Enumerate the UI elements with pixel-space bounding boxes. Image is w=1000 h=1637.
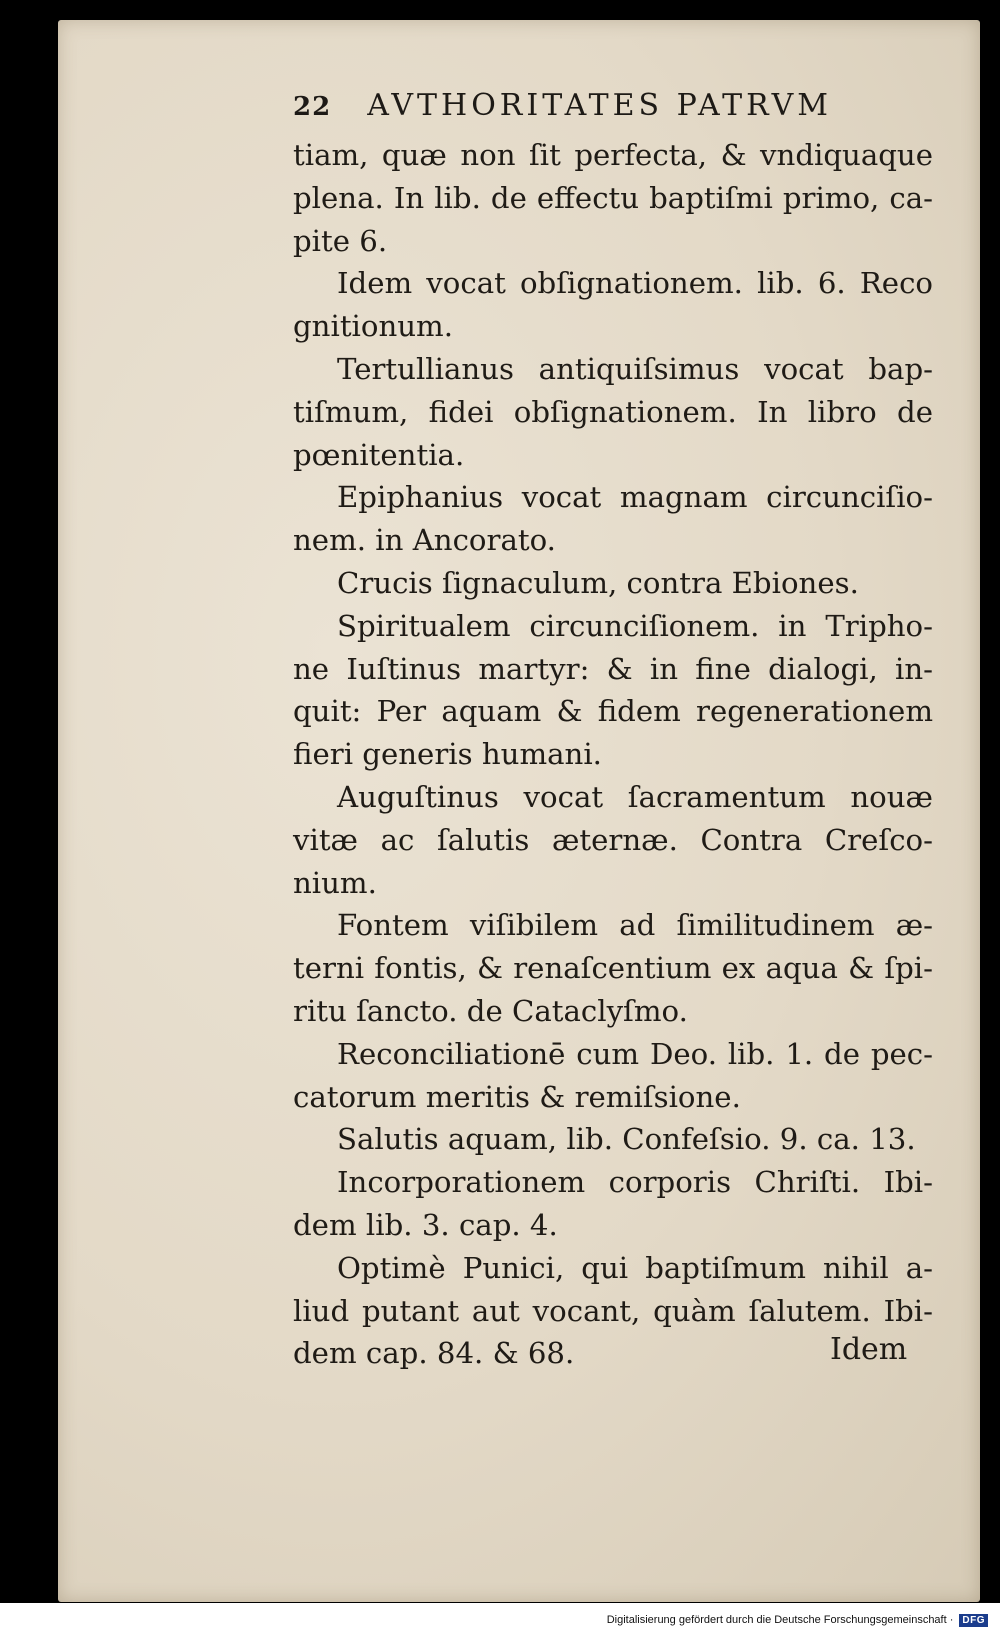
- credit-text: Digitalisierung gefördert durch die Deutsche Forschungsgemeinschaft ·: [606, 1614, 954, 1626]
- text-line: tiam, quæ non ſit perfecta, & vndiquaque: [293, 138, 933, 172]
- text-line: Reconciliationē cum Deo. lib. 1. de pec-: [337, 1036, 933, 1071]
- text-line: Crucis ſignaculum, contra Ebiones.: [337, 565, 859, 600]
- text-line: nium.: [293, 865, 377, 900]
- text-line: Optimè Punici, qui baptiſmum nihil a-: [337, 1250, 933, 1285]
- catchword: Idem: [830, 1332, 908, 1367]
- text-line: dem lib. 3. cap. 4.: [293, 1207, 558, 1242]
- text-line: nem. in Ancorato.: [293, 523, 556, 558]
- text-line: Auguſtinus vocat ſacramentum nouæ: [337, 779, 933, 814]
- text-line: plena. In lib. de effectu baptiſmi primo, ca-: [293, 180, 933, 215]
- page-header: [293, 88, 913, 136]
- text-line: tiſmum, fidei obſignationem. In libro de: [293, 394, 933, 429]
- running-title: AVTHORITATES PATRVM: [367, 88, 832, 123]
- text-line: Epiphanius vocat magnam circunciſio-: [337, 480, 933, 515]
- page-number: 22: [293, 92, 332, 122]
- text-line: gnitionum.: [293, 309, 454, 344]
- text-line: vitæ ac ſalutis æternæ. Contra Creſco-: [293, 822, 933, 857]
- text-line: Fontem viſibilem ad ſimilitudinem æ-: [337, 908, 933, 943]
- text-line: Tertullianus antiquiſsimus vocat bap-: [337, 351, 933, 386]
- text-line: fieri generis humani.: [293, 737, 602, 772]
- text-line: Salutis aquam, lib. Confeſsio. 9. ca. 13.: [337, 1122, 916, 1157]
- body-text: [293, 134, 933, 1375]
- text-line: ritu ſancto. de Cataclyſmo.: [293, 993, 688, 1028]
- digitization-credit-bar: [0, 1603, 1000, 1637]
- text-line: liud putant aut vocant, quàm ſalutem. Ibi-: [293, 1293, 933, 1328]
- text-line: ne Iuſtinus martyr: & in fine dialogi, in-: [293, 651, 933, 686]
- text-line: pœnitentia.: [293, 437, 465, 472]
- text-line: dem cap. 84. & 68.: [293, 1336, 575, 1371]
- text-line: terni fontis, & renaſcentium ex aqua & ſpi-: [293, 951, 933, 986]
- text-line: Incorporationem corporis Chriſti. Ibi-: [337, 1165, 933, 1200]
- text-line: quit: Per aquam & fidem regenerationem: [293, 694, 933, 729]
- text-line: catorum meritis & remiſsione.: [293, 1079, 741, 1114]
- text-line: Spiritualem circunciſionem. in Tripho-: [337, 608, 933, 643]
- text-line: pite 6.: [293, 223, 388, 258]
- dfg-logo-icon: DFG: [959, 1614, 988, 1627]
- text-line: Idem vocat obſignationem. lib. 6. Reco: [337, 266, 933, 301]
